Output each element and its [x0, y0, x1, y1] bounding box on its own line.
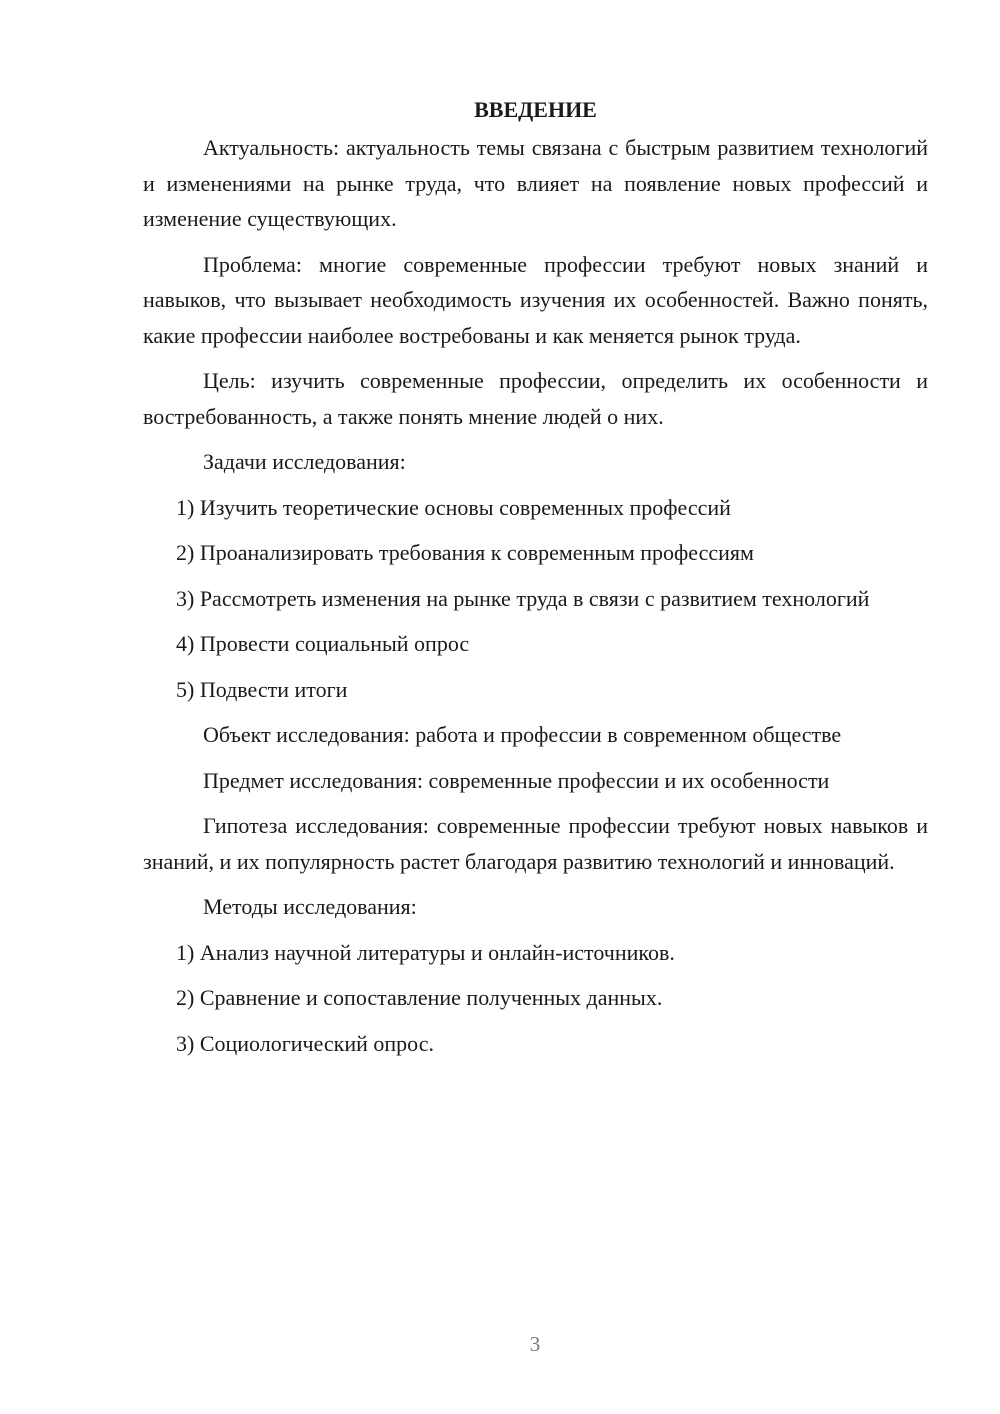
page-number: 3	[529, 1332, 541, 1356]
task-item: 5) Подвести итоги	[176, 676, 348, 702]
task-item: 4) Провести социальный опрос	[176, 631, 470, 656]
method-item: 1) Анализ научной литературы и онлайн-источников.	[176, 939, 675, 965]
hypothesis-paragraph: Гипотеза исследования: современные профессии требуют новых навыков и знаний, и их популярность растет благодаря развитию технологий и инноваций.	[143, 813, 928, 874]
methods-title: Методы исследования:	[203, 894, 417, 919]
method-item: 2) Сравнение и сопоставление полученных данных.	[176, 985, 663, 1010]
object-paragraph: Объект исследования: работа и профессии в современном обществе	[203, 722, 842, 747]
tasks-title: Задачи исследования:	[203, 449, 406, 474]
section-heading: ВВЕДЕНИЕ	[474, 97, 597, 122]
task-item: 3) Рассмотреть изменения на рынке труда в связи с развитием технологий	[176, 585, 870, 611]
method-item: 3) Социологический опрос.	[176, 1030, 434, 1056]
document-page	[143, 92, 928, 1071]
goal-paragraph: Цель: изучить современные профессии, определить их особенности и востребованность, а также понять мнение людей о них.	[143, 368, 928, 429]
problem-paragraph: Проблема: многие современные профессии требуют новых знаний и навыков, что вызывает необходимость изучения их особенностей. Важно понять, какие профессии наиболее востребованы и как меняется рынок труда.	[143, 251, 928, 348]
task-item: 2) Проанализировать требования к современным профессиям	[176, 540, 754, 565]
relevance-paragraph: Актуальность: актуальность темы связана с быстрым развитием технологий и изменениями на рынке труда, что влияет на появление новых профессий и изменение существующих.	[143, 135, 928, 231]
subject-paragraph: Предмет исследования: современные профессии и их особенности	[203, 767, 830, 793]
task-item: 1) Изучить теоретические основы современных профессий	[176, 494, 731, 520]
